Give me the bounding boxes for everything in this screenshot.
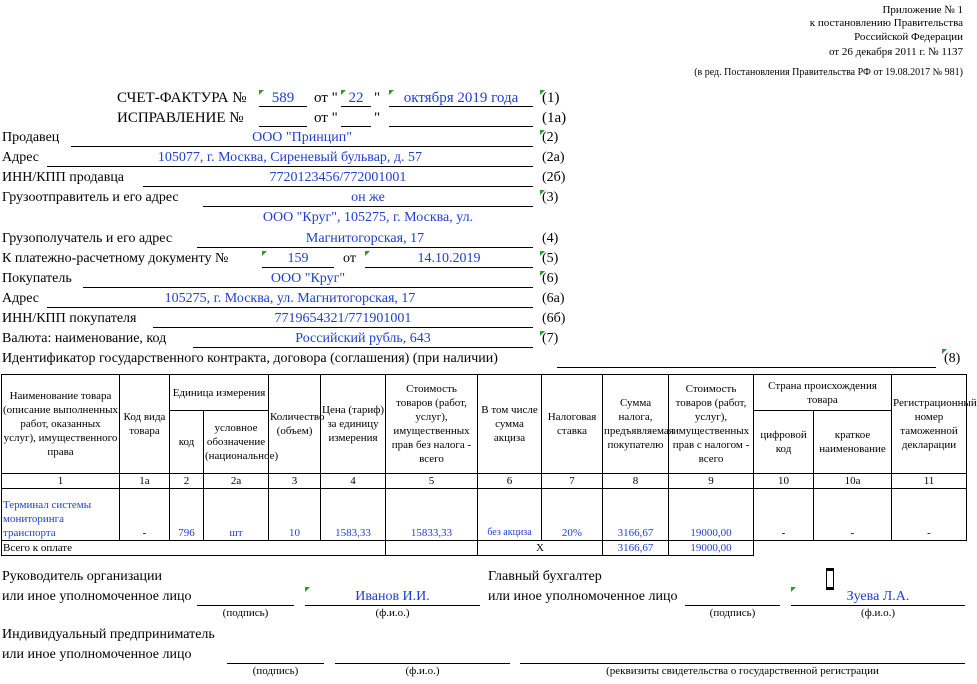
total-cost-with-tax: 19000,00 <box>669 541 754 556</box>
payment-doc-date[interactable]: 14.10.2019 <box>417 251 481 266</box>
appendix-line-4: от 26 декабря 2011 г. № 1137 <box>828 46 963 58</box>
total-x: X <box>478 541 603 556</box>
row-cost-no-tax[interactable]: 15833,33 <box>386 489 478 541</box>
row-tax-rate[interactable]: 20% <box>542 489 603 541</box>
row-country-name[interactable]: - <box>814 489 892 541</box>
colnum: 8 <box>603 474 669 489</box>
buyer-value[interactable]: ООО "Круг" <box>270 271 346 286</box>
code-6a: (6а) <box>542 291 565 306</box>
header-kind-code: Код вида товара <box>120 375 170 474</box>
ip-sign-caption: (подпись) <box>252 665 299 677</box>
head-line-2: или иное уполномоченное лицо <box>2 589 192 604</box>
row-tax-sum[interactable]: 3166,67 <box>603 489 669 541</box>
row-unit-code[interactable]: 796 <box>170 489 204 541</box>
header-cost-with-tax: Стоимость товаров (работ, услуг), имущественных прав с налогом - всего <box>669 375 754 474</box>
shipper-label: Грузоотправитель и его адрес <box>2 190 179 205</box>
code-6b: (6б) <box>542 311 566 326</box>
code-2a: (2а) <box>542 150 565 165</box>
code-2: (2) <box>542 130 559 145</box>
code-1: (1) <box>542 90 560 106</box>
appendix-line-1: Приложение № 1 <box>882 4 963 16</box>
colnum: 10а <box>814 474 892 489</box>
appendix-line-5: (в ред. Постановления Правительства РФ от 19.08.2017 № 981) <box>694 67 963 78</box>
code-8: (8) <box>944 351 961 366</box>
ip-line-2: или иное уполномоченное лицо <box>2 647 192 662</box>
invoice-from-label: от " <box>314 90 338 106</box>
code-3: (3) <box>542 190 559 205</box>
correction-from-label: от " <box>314 110 338 126</box>
header-country-name: краткое наименование <box>814 411 892 474</box>
colnum: 5 <box>386 474 478 489</box>
colnum: 3 <box>269 474 321 489</box>
colnum: 2 <box>170 474 204 489</box>
seller-label: Продавец <box>2 130 60 145</box>
row-cost-with-tax[interactable]: 19000,00 <box>669 489 754 541</box>
row-country-code[interactable]: - <box>754 489 814 541</box>
row-customs[interactable]: - <box>892 489 967 541</box>
colnum: 11 <box>892 474 967 489</box>
payment-doc-number[interactable]: 159 <box>287 251 309 266</box>
accountant-line-1: Главный бухгалтер <box>488 569 602 584</box>
row-qty[interactable]: 10 <box>269 489 321 541</box>
consignee-label: Грузополучатель и его адрес <box>2 231 173 246</box>
colnum: 1 <box>2 474 120 489</box>
code-7: (7) <box>542 331 559 346</box>
appendix-line-2: к постановлению Правительства <box>809 17 963 29</box>
row-unit-symbol[interactable]: шт <box>204 489 269 541</box>
invoice-quote-close: " <box>374 90 381 106</box>
total-label: Всего к оплате <box>2 541 386 556</box>
header-country-code: цифровой код <box>754 411 814 474</box>
colnum: 9 <box>669 474 754 489</box>
accountant-line-2: или иное уполномоченное лицо <box>488 589 678 604</box>
invoice-day[interactable]: 22 <box>348 90 364 106</box>
invoice-number[interactable]: 589 <box>271 90 295 106</box>
seller-inn-value[interactable]: 7720123456/772001001 <box>269 170 407 185</box>
header-name: Наименование товара (описание выполненных работ, оказанных услуг), имущественного права <box>2 375 120 474</box>
total-tax-sum: 3166,67 <box>603 541 669 556</box>
total-row <box>2 541 967 556</box>
code-4: (4) <box>542 231 559 246</box>
header-excise: В том числе сумма акциза <box>478 375 542 474</box>
payment-doc-label: К платежно-расчетному документу № <box>2 251 229 266</box>
head-fio-caption: (ф.и.о.) <box>375 607 410 619</box>
ip-line-1: Индивидуальный предприниматель <box>2 627 215 642</box>
invoice-month-year[interactable]: октября 2019 года <box>403 90 519 106</box>
code-6: (6) <box>542 271 559 286</box>
row-kind-code[interactable]: - <box>120 489 170 541</box>
consignee-value-line1[interactable]: ООО "Круг", 105275, г. Москва, ул. <box>262 210 474 225</box>
currency-label: Валюта: наименование, код <box>2 331 167 346</box>
header-tax-sum: Сумма налога, предъявляемая покупателю <box>603 375 669 474</box>
consignee-value[interactable]: Магнитогорская, 17 <box>305 231 425 246</box>
row-excise[interactable]: без акциза <box>478 489 542 541</box>
row-price[interactable]: 1583,33 <box>321 489 386 541</box>
header-unit-code: код <box>170 411 204 474</box>
colnum: 4 <box>321 474 386 489</box>
header-unit: Единица измерения <box>170 375 269 411</box>
head-sign-caption: (подпись) <box>222 607 269 619</box>
head-line-1: Руководитель организации <box>2 569 162 584</box>
colnum: 7 <box>542 474 603 489</box>
ip-fio-caption: (ф.и.о.) <box>405 665 440 677</box>
cursor-icon <box>826 568 834 590</box>
code-2b: (2б) <box>542 170 566 185</box>
code-1a: (1а) <box>542 110 567 126</box>
accountant-fio-caption: (ф.и.о.) <box>860 607 896 619</box>
header-customs: Регистрационный номер таможенной декларации <box>892 375 967 474</box>
ip-reg-caption: (реквизиты свидетельства о государственной регистрации <box>606 665 879 677</box>
appendix-line-3: Российской Федерации <box>854 31 963 43</box>
correction-label: ИСПРАВЛЕНИЕ № <box>117 110 244 126</box>
accountant-sign-caption: (подпись) <box>709 607 756 619</box>
row-name[interactable]: Терминал системы мониторинга транспорта <box>2 489 120 541</box>
correction-quote-close: " <box>374 110 381 126</box>
currency-value[interactable]: Российский рубль, 643 <box>295 331 431 346</box>
header-tax-rate: Налоговая ставка <box>542 375 603 474</box>
buyer-inn-value[interactable]: 7719654321/771901001 <box>274 311 412 326</box>
header-cost-no-tax: Стоимость товаров (работ, услуг), имущественных прав без налога - всего <box>386 375 478 474</box>
seller-inn-label: ИНН/КПП продавца <box>2 170 125 185</box>
payment-doc-from: от <box>343 251 356 266</box>
accountant-name[interactable]: Зуева Л.А. <box>846 589 910 604</box>
header-qty: Количество (объем) <box>269 375 321 474</box>
invoice-table <box>1 374 977 556</box>
colnum: 1а <box>120 474 170 489</box>
code-5: (5) <box>542 251 559 266</box>
buyer-inn-label: ИНН/КПП покупателя <box>2 311 137 326</box>
buyer-address-label: Адрес <box>2 291 40 306</box>
header-price: Цена (тариф) за единицу измерения <box>321 375 386 474</box>
table-row <box>2 489 967 541</box>
shipper-value[interactable]: он же <box>351 190 385 205</box>
header-unit-symbol: условное обозначение (национальное) <box>204 411 269 474</box>
head-name[interactable]: Иванов И.И. <box>355 589 430 604</box>
colnum: 10 <box>754 474 814 489</box>
contract-id-label: Идентификатор государственного контракта, договора (соглашения) (при наличии) <box>2 351 498 366</box>
invoice-label: СЧЕТ-ФАКТУРА № <box>117 90 247 106</box>
seller-address-value[interactable]: 105077, г. Москва, Сиреневый бульвар, д. 57 <box>157 150 423 165</box>
seller-value[interactable]: ООО "Принцип" <box>252 130 352 145</box>
colnum: 2а <box>204 474 269 489</box>
buyer-address-value[interactable]: 105275, г. Москва, ул. Магнитогорская, 17 <box>164 291 416 306</box>
seller-address-label: Адрес <box>2 150 40 165</box>
colnum: 6 <box>478 474 542 489</box>
buyer-label: Покупатель <box>2 271 72 286</box>
header-country: Страна происхождения товара <box>754 375 892 411</box>
